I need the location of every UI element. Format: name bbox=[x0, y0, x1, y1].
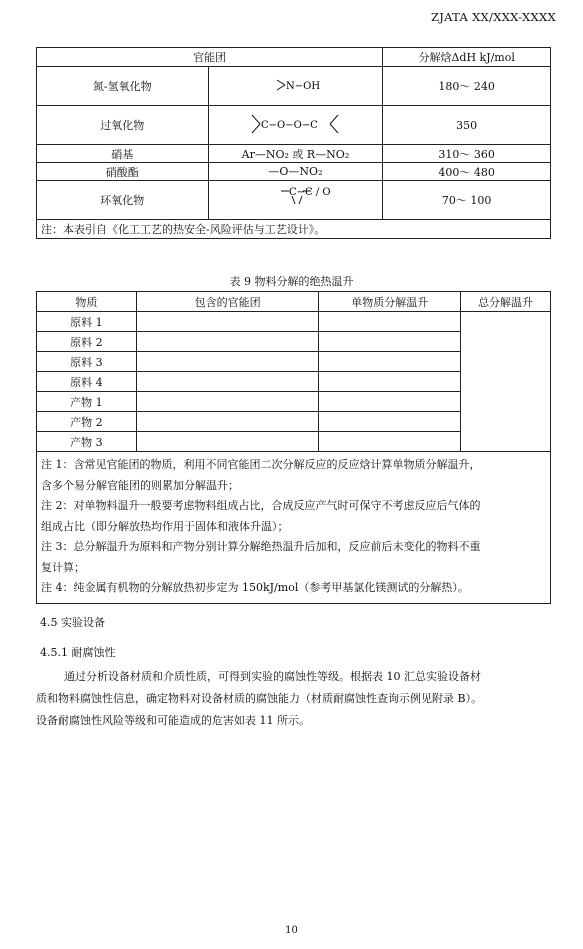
group-name: 过氧化物 bbox=[37, 106, 209, 145]
document-code: ZJATA XX/XXX-XXXX bbox=[430, 10, 556, 24]
table-row bbox=[37, 145, 551, 163]
table-row bbox=[37, 67, 551, 106]
adiabatic-temperature-rise-table bbox=[36, 291, 551, 604]
substance-name: 产物 1 bbox=[37, 392, 137, 412]
empty-cell bbox=[136, 312, 319, 332]
substance-name: 产物 3 bbox=[37, 432, 137, 452]
note-line: 注 1：含常见官能团的物质，利用不同官能团二次分解反应的反应焓计算单物质分解温升， bbox=[41, 458, 481, 471]
group-name: 硝基 bbox=[37, 145, 209, 163]
empty-cell bbox=[319, 372, 461, 392]
note-line: 注 2：对单物料温升一般要考虑物料组成占比，合成反应产气时可保守不考虑反应后气体的 bbox=[41, 499, 481, 512]
paragraph-line: 质和物料腐蚀性信息，确定物料对设备材质的腐蚀能力（材质耐腐蚀性查询示例见附录 B）。 bbox=[36, 692, 483, 705]
header-functional-groups: 包含的官能团 bbox=[136, 292, 319, 312]
empty-cell bbox=[319, 412, 461, 432]
header-enthalpy: 分解焓ΔdH kJ/mol bbox=[383, 48, 551, 67]
header-total-rise: 总分解温升 bbox=[461, 292, 551, 312]
empty-cell bbox=[136, 392, 319, 412]
empty-cell bbox=[136, 412, 319, 432]
structure-label: C−O−O−C bbox=[261, 119, 319, 131]
structure-label: N−OH bbox=[286, 80, 321, 92]
empty-cell bbox=[136, 352, 319, 372]
header-functional-group: 官能团 bbox=[37, 48, 383, 67]
enthalpy-value: 70～ 100 bbox=[383, 181, 551, 220]
substance-name: 原料 1 bbox=[37, 312, 137, 332]
table-row bbox=[37, 312, 551, 332]
enthalpy-value: 350 bbox=[383, 106, 551, 145]
substance-name: 原料 4 bbox=[37, 372, 137, 392]
structure-nitro: Ar—NO₂ 或 R—NO₂ bbox=[208, 145, 383, 163]
note-line: 注 3：总分解温升为原料和产物分别计算分解绝热温升后加和，反应前后未变化的物料不重 bbox=[41, 540, 481, 553]
empty-cell bbox=[136, 432, 319, 452]
structure-n-oh bbox=[208, 67, 383, 106]
table-row bbox=[37, 163, 551, 181]
body-paragraph bbox=[36, 666, 551, 732]
empty-cell bbox=[319, 332, 461, 352]
structure-epoxide bbox=[208, 181, 383, 220]
empty-cell bbox=[319, 312, 461, 332]
functional-group-enthalpy-table bbox=[36, 47, 551, 239]
note-line: 复计算； bbox=[41, 560, 85, 574]
empty-cell bbox=[319, 392, 461, 412]
empty-cell bbox=[319, 432, 461, 452]
note-line: 含多个易分解官能团的则累加分解温升； bbox=[41, 478, 239, 492]
substance-name: 产物 2 bbox=[37, 412, 137, 432]
note-line: 组成占比（即分解放热均作用于固体和液体升温）； bbox=[41, 519, 289, 533]
table-row bbox=[37, 106, 551, 145]
empty-cell bbox=[319, 352, 461, 372]
substance-name: 原料 3 bbox=[37, 352, 137, 372]
page-number: 10 bbox=[285, 925, 298, 936]
subsection-heading: 4.5.1 耐腐蚀性 bbox=[40, 646, 116, 659]
note-line: 注 4：纯金属有机物的分解放热初步定为 150kJ/mol（参考甲基氯化镁测试的分解热）。 bbox=[41, 581, 469, 594]
epoxide-structure-graphic bbox=[265, 184, 332, 214]
group-name: 氮-氢氧化物 bbox=[37, 67, 209, 106]
paragraph-line: 设备耐腐蚀性风险等级和可能造成的危害如表 11 所示。 bbox=[36, 714, 310, 727]
peroxide-structure-graphic bbox=[240, 109, 350, 139]
empty-cell bbox=[136, 372, 319, 392]
header-substance: 物质 bbox=[37, 292, 137, 312]
substance-name: 原料 2 bbox=[37, 332, 137, 352]
structure-label: C−C / O bbox=[289, 186, 332, 198]
empty-cell bbox=[136, 332, 319, 352]
group-name: 硝酸酯 bbox=[37, 163, 209, 181]
paragraph-line: 通过分析设备材质和介质性质，可得到实验的腐蚀性等级。根据表 10 汇总实验设备材 bbox=[36, 670, 481, 683]
total-rise-cell bbox=[461, 312, 551, 452]
header-single-rise: 单物质分解温升 bbox=[319, 292, 461, 312]
table-caption: 表 9 物料分解的绝热温升 bbox=[229, 275, 354, 288]
group-name: 环氧化物 bbox=[37, 181, 209, 220]
table-row bbox=[37, 181, 551, 220]
structure-peroxide bbox=[208, 106, 383, 145]
n-oh-structure-graphic bbox=[255, 75, 335, 95]
structure-nitrate-ester: —O—NO₂ bbox=[208, 163, 383, 181]
enthalpy-value: 310～ 360 bbox=[383, 145, 551, 163]
section-heading: 4.5 实验设备 bbox=[40, 616, 105, 629]
enthalpy-value: 400～ 480 bbox=[383, 163, 551, 181]
table-note: 注：本表引自《化工工艺的热安全-风险评估与工艺设计》。 bbox=[37, 220, 551, 239]
table-notes bbox=[37, 452, 551, 604]
enthalpy-value: 180～ 240 bbox=[383, 67, 551, 106]
